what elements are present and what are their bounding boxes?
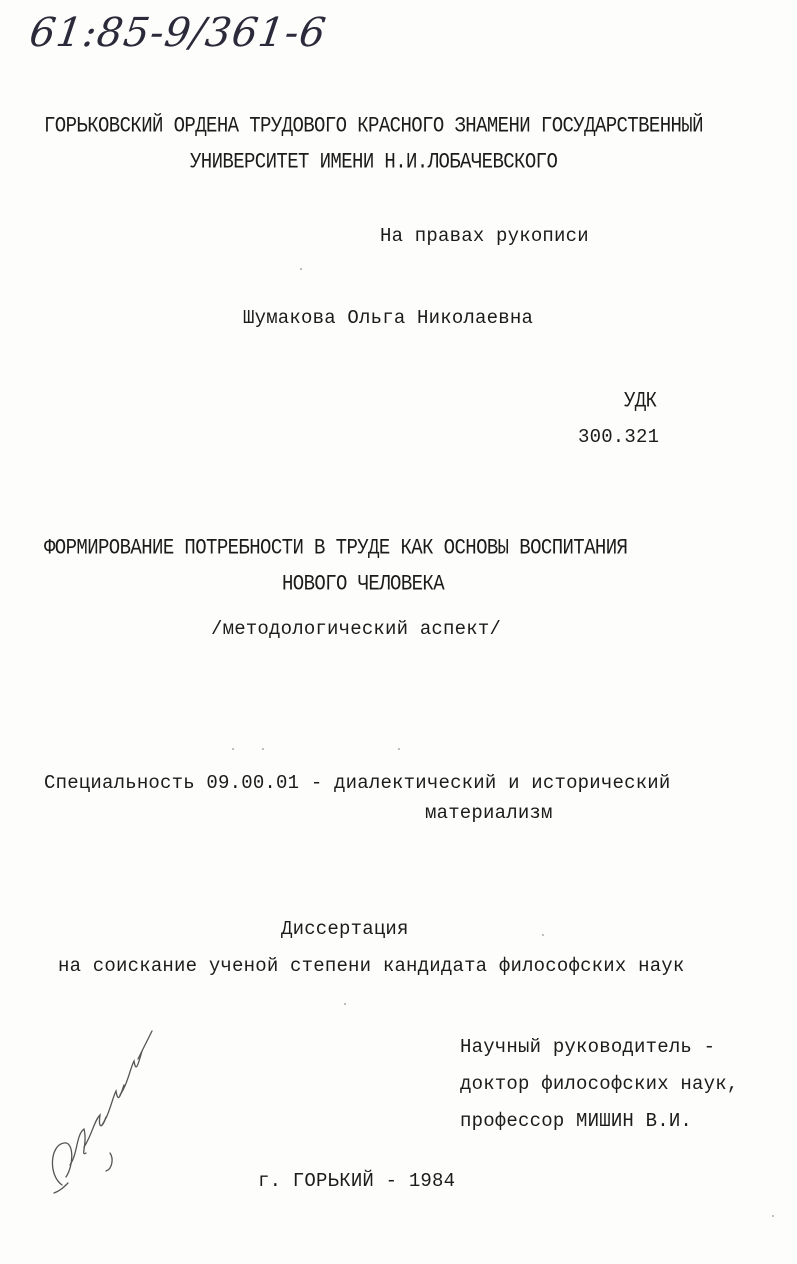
specialty-line-1: Специальность 09.00.01 - диалектический и исторический	[44, 772, 671, 794]
title-subtitle: /методологический аспект/	[211, 618, 502, 640]
university-line-1: ГОРЬКОВСКИЙ ОРДЕНА ТРУДОВОГО КРАСНОГО ЗНАМЕНИ ГОСУДАРСТВЕННЫЙ	[44, 113, 703, 139]
specialty-line-2: материализм	[425, 802, 553, 824]
paper-speck	[232, 748, 234, 750]
author-signature	[40, 1025, 160, 1195]
supervisor-line-2: доктор философских наук,	[460, 1073, 739, 1095]
university-line-2: УНИВЕРСИТЕТ ИМЕНИ Н.И.ЛОБАЧЕВСКОГО	[190, 149, 558, 175]
dissertation-purpose: на соискание ученой степени кандидата философских наук	[58, 955, 685, 977]
supervisor-line-3: профессор МИШИН В.И.	[460, 1110, 693, 1132]
paper-speck	[344, 1003, 346, 1005]
supervisor-line-1: Научный руководитель -	[460, 1036, 716, 1058]
title-line-2: НОВОГО ЧЕЛОВЕКА	[282, 571, 445, 597]
footer-city-year: г. ГОРЬКИЙ - 1984	[258, 1170, 456, 1192]
archive-code-handwritten: 61:85-9/361-6	[26, 10, 330, 56]
udk-code: 300.321	[578, 426, 660, 448]
dissertation-label: Диссертация	[281, 918, 409, 940]
udk-label: УДК	[624, 388, 657, 414]
paper-speck	[262, 748, 264, 750]
manuscript-note: На правах рукописи	[380, 225, 589, 247]
paper-speck	[542, 934, 544, 936]
paper-speck	[398, 748, 400, 750]
paper-speck	[300, 268, 302, 270]
title-line-1: ФОРМИРОВАНИЕ ПОТРЕБНОСТИ В ТРУДЕ КАК ОСНОВЫ ВОСПИТАНИЯ	[44, 535, 628, 561]
author-name: Шумакова Ольга Николаевна	[243, 307, 534, 329]
paper-speck	[772, 1215, 774, 1217]
